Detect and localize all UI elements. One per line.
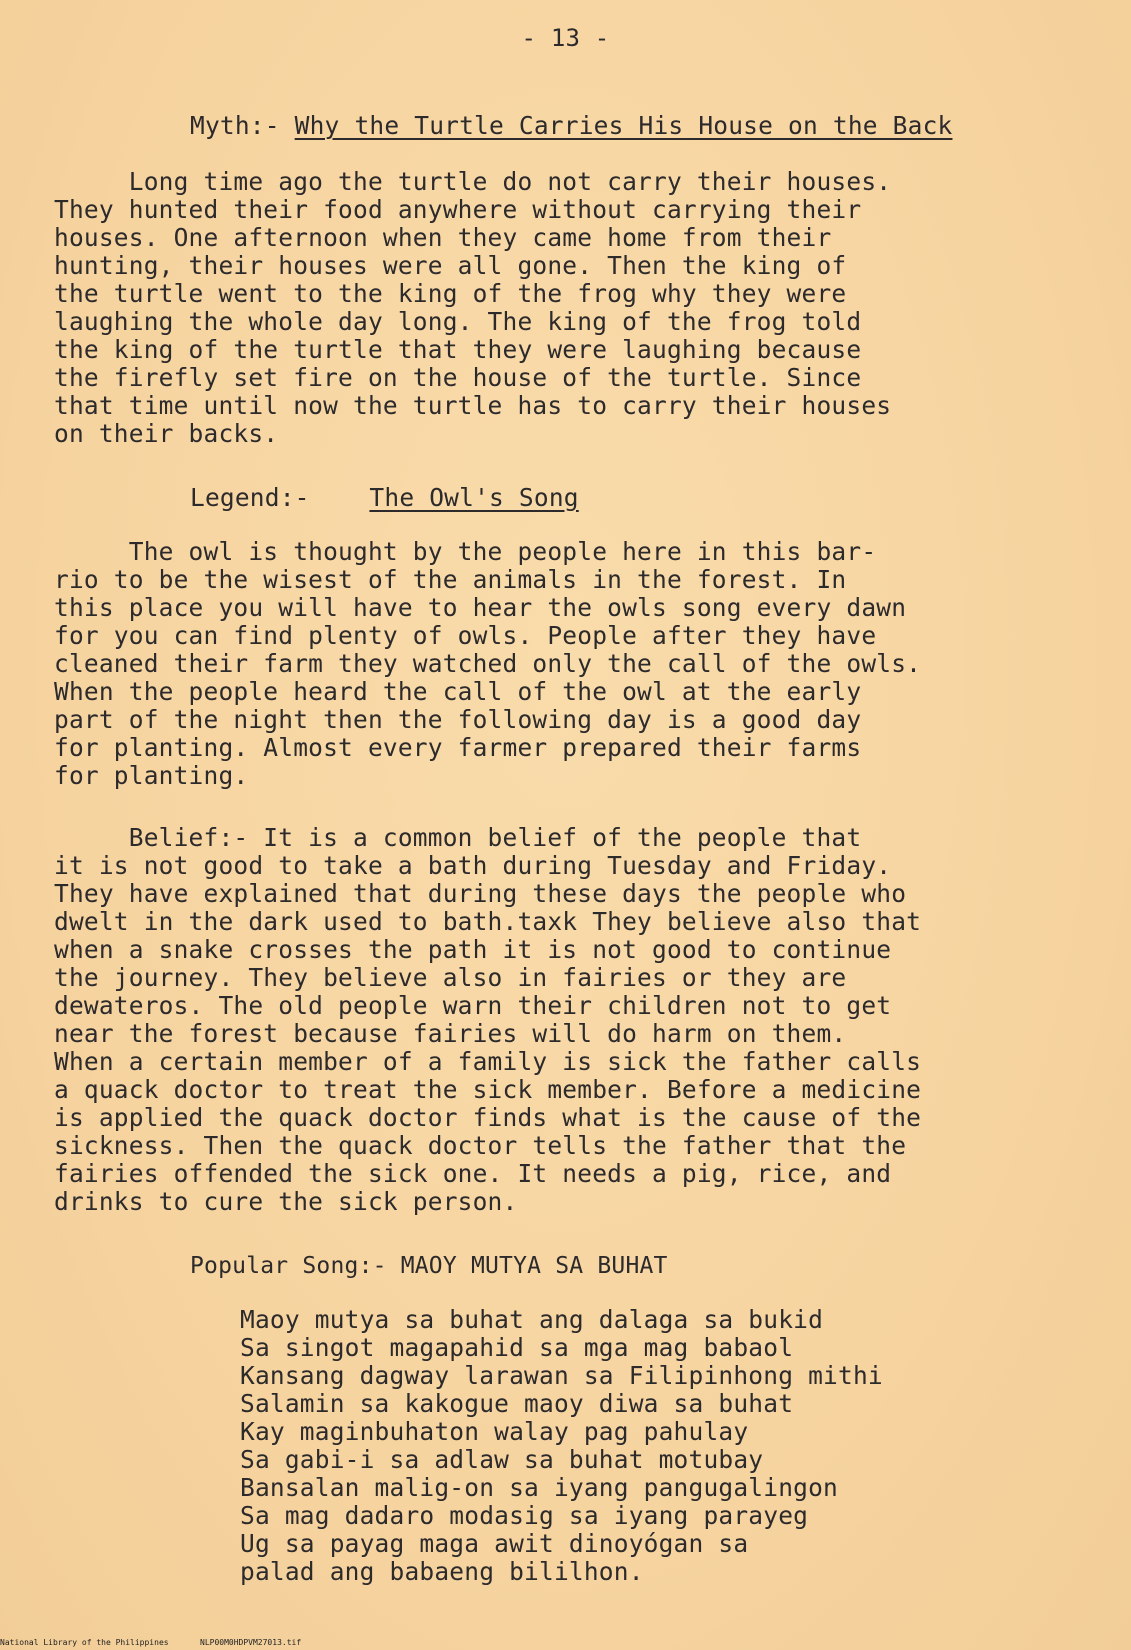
- legend-line: for you can find plenty of owls. People after they have: [54, 621, 877, 650]
- myth-line: houses. One afternoon when they came home from their: [54, 223, 832, 252]
- legend-heading: [190, 484, 579, 512]
- footer-library: National Library of the Philippines: [0, 1638, 169, 1647]
- song-heading: Popular Song:- MAOY MUTYA SA BUHAT: [190, 1253, 668, 1279]
- page-number: - 13 -: [521, 24, 610, 52]
- myth-title: Why the Turtle Carries His House on the Back: [294, 111, 953, 140]
- belief-line: When a certain member of a family is sick the father calls: [54, 1047, 922, 1076]
- myth-line: the firefly set fire on the house of the turtle. Since: [54, 363, 862, 392]
- belief-line: fairies offended the sick one. It needs a pig, rice, and: [54, 1159, 892, 1188]
- legend-line: The owl is thought by the people here in this bar-: [54, 537, 877, 566]
- belief-line: the journey. They believe also in fairies or they are: [54, 963, 847, 992]
- legend-line: cleaned their farm they watched only the call of the owls.: [54, 649, 922, 678]
- legend-line: for planting. Almost every farmer prepared their farms: [54, 733, 862, 762]
- song-line: Ug sa payag maga awit dinoyógan sa: [240, 1529, 749, 1558]
- legend-line: rio to be the wisest of the animals in the forest. In: [54, 565, 847, 594]
- myth-line: Long time ago the turtle do not carry their houses.: [54, 167, 892, 196]
- song-line: Kansang dagway larawan sa Filipinhong mithi: [240, 1361, 883, 1390]
- belief-line: near the forest because fairies will do harm on them.: [54, 1019, 847, 1048]
- belief-line: when a snake crosses the path it is not good to continue: [54, 935, 892, 964]
- myth-line: the turtle went to the king of the frog why they were: [54, 279, 847, 308]
- myth-line: laughing the whole day long. The king of the frog told: [54, 307, 862, 336]
- song-line: Sa gabi-i sa adlaw sa buhat motubay: [240, 1445, 764, 1474]
- legend-line: for planting.: [54, 761, 249, 790]
- myth-label: Myth:-: [190, 111, 280, 140]
- belief-line: They have explained that during these days the people who: [54, 879, 907, 908]
- footer-filename: NLP00M0HDPVM27013.tif: [200, 1638, 302, 1647]
- song-line: Salamin sa kakogue maoy diwa sa buhat: [240, 1389, 794, 1418]
- legend-line: When the people heard the call of the owl at the early: [54, 677, 862, 706]
- song-line: palad ang babaeng bililhon.: [240, 1557, 644, 1586]
- belief-line: dwelt in the dark used to bath.taxk They believe also that: [54, 907, 922, 936]
- legend-label: Legend:-: [190, 483, 310, 512]
- belief-line: Belief:- It is a common belief of the people that: [54, 823, 862, 852]
- song-line: Sa mag dadaro modasig sa iyang parayeg: [240, 1501, 809, 1530]
- myth-line: on their backs.: [54, 419, 279, 448]
- song-line: Maoy mutya sa buhat ang dalaga sa bukid: [240, 1305, 824, 1334]
- song-line: Bansalan malig-on sa iyang pangugalingon: [240, 1473, 839, 1502]
- myth-heading: [190, 112, 952, 140]
- legend-line: this place you will have to hear the owls song every dawn: [54, 593, 907, 622]
- myth-line: They hunted their food anywhere without carrying their: [54, 195, 862, 224]
- belief-line: a quack doctor to treat the sick member. Before a medicine: [54, 1075, 922, 1104]
- legend-title: The Owl's Song: [369, 483, 579, 512]
- belief-line: it is not good to take a bath during Tuesday and Friday.: [54, 851, 892, 880]
- belief-line: drinks to cure the sick person.: [54, 1187, 518, 1216]
- belief-line: dewateros. The old people warn their children not to get: [54, 991, 892, 1020]
- belief-line: sickness. Then the quack doctor tells the father that the: [54, 1131, 907, 1160]
- song-line: Sa singot magapahid sa mga mag babaol: [240, 1333, 794, 1362]
- myth-line: the king of the turtle that they were laughing because: [54, 335, 862, 364]
- legend-line: part of the night then the following day is a good day: [54, 705, 862, 734]
- myth-line: that time until now the turtle has to carry their houses: [54, 391, 892, 420]
- myth-line: hunting, their houses were all gone. Then the king of: [54, 251, 847, 280]
- belief-line: is applied the quack doctor finds what is the cause of the: [54, 1103, 922, 1132]
- song-line: Kay maginbuhaton walay pag pahulay: [240, 1417, 749, 1446]
